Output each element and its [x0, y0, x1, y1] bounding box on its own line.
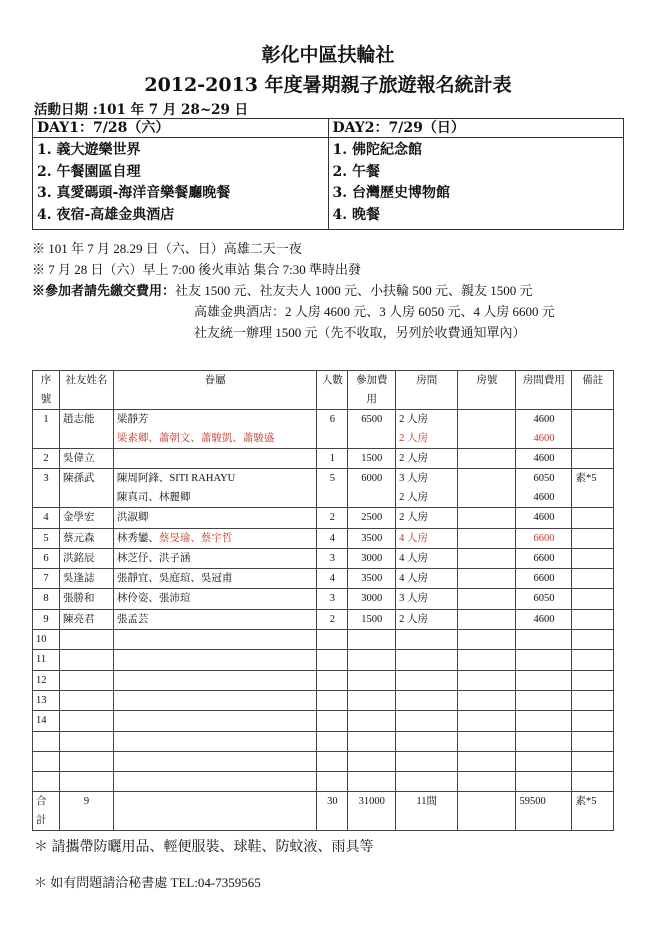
- total-room-fee: 59500: [516, 792, 572, 831]
- col-remark: 備註: [572, 371, 614, 410]
- table-header-row: [33, 371, 614, 410]
- note-fees: [32, 280, 555, 301]
- table-row: 7 吳逢誌 張靜宜、吳庭瑄、吳冠甫 4 3500 4 人房 6600: [33, 569, 614, 589]
- table-row: 5 蔡元森 林秀鑾、蔡旻瑜、蔡宇哲 4 3500 4 人房 6600: [33, 528, 614, 548]
- table-total-row: [33, 792, 614, 831]
- table-row-empty: 11: [33, 650, 614, 670]
- row-room: 2 人房 2 人房: [396, 410, 458, 449]
- table-row-empty: [33, 772, 614, 792]
- day2-item: 4. 晚餐: [332, 206, 380, 223]
- table-row-empty: 14: [33, 711, 614, 731]
- day1-items: [33, 138, 329, 230]
- note-meeting: ※ 7 月 28 日（六）早上 7:00 後火車站 集合 7:30 準時出發: [32, 262, 361, 277]
- day2-item: 3. 台灣歷史博物館: [332, 185, 450, 201]
- row-fee: 6500: [348, 410, 396, 449]
- form-title: 2012-2013 年度暑期親子旅遊報名統計表: [144, 74, 512, 96]
- table-row-empty: 12: [33, 670, 614, 690]
- row-remark: [572, 410, 614, 449]
- col-fee: 參加費用: [348, 371, 396, 410]
- total-fee: 31000: [348, 792, 396, 831]
- day1-item: 2. 午餐園區自理: [37, 163, 141, 180]
- row-family: 梁靜芳 梁素卿、蕭朝文、蕭駿凱、蕭駿盛: [113, 410, 316, 449]
- note-hotel: 高雄金典酒店：2 人房 4600 元、3 人房 6050 元、4 人房 6600 元: [194, 304, 555, 319]
- col-room: 房間: [396, 371, 458, 410]
- row-room-no: [458, 410, 516, 449]
- row-no: 1: [33, 410, 60, 449]
- table-row: 9 陳亮君 張孟芸 2 1500 2 人房 4600: [33, 609, 614, 629]
- col-name: 社友姓名: [59, 371, 113, 410]
- table-row: [33, 410, 614, 449]
- row-room-fee: 4600 4600: [516, 410, 572, 449]
- total-remark: 素*5: [572, 792, 614, 831]
- note-fees-prefix: ※參加者請先繳交費用：: [32, 283, 176, 298]
- table-row-empty: 10: [33, 630, 614, 650]
- row-count: 6: [317, 410, 348, 449]
- notes: [32, 238, 555, 343]
- day1-item: 4. 夜宿-高雄金典酒店: [37, 206, 175, 223]
- org-title: 彰化中區扶輪社: [261, 44, 395, 66]
- footer-note-contact: ＊ 如有問題請洽秘書處 TEL:04-7359565: [34, 875, 261, 890]
- note-member: 社友統一辦理 1500 元（先不收取，另列於收費通知單內）: [194, 325, 526, 340]
- total-label: 合計: [33, 792, 60, 831]
- table-row: 4 金學宏 洪淑卿 2 2500 2 人房 4600: [33, 508, 614, 528]
- day2-items: [328, 138, 624, 230]
- table-row: 8 張勝和 林伶姿、張沛瑄 3 3000 3 人房 6050: [33, 589, 614, 609]
- activity-date: 活動日期 :101 年 7 月 28~29 日: [34, 102, 249, 118]
- note-date: ※ 101 年 7 月 28.29 日（六、日）高雄二天一夜: [32, 241, 302, 256]
- day2-header: DAY2：7/29（日）: [328, 119, 624, 138]
- col-count: 人數: [317, 371, 348, 410]
- day2-item: 1. 佛陀紀念館: [332, 142, 422, 158]
- day1-item: 3. 真愛碼頭-海洋音樂餐廳晚餐: [37, 185, 231, 201]
- table-row: 6 洪銘辰 林芝伃、洪子涵 3 3000 4 人房 6600: [33, 548, 614, 568]
- total-rooms: 11間: [396, 792, 458, 831]
- col-family: 眷屬: [113, 371, 316, 410]
- day1-header: DAY1：7/28（六）: [33, 119, 329, 138]
- day2-item: 2. 午餐: [332, 163, 380, 180]
- total-members: 9: [59, 792, 113, 831]
- registration-table: [32, 370, 614, 831]
- table-row: 3 陳孫武 陳周阿鋒、SITI RAHAYU 陳真司、林麗卿 5 6000 3 人房 2 人房 6050 4600 素*5: [33, 469, 614, 508]
- col-no: 序號: [33, 371, 60, 410]
- total-count: 30: [317, 792, 348, 831]
- table-row-empty: [33, 751, 614, 771]
- table-row-empty: 13: [33, 690, 614, 710]
- row-name: 趙志能: [59, 410, 113, 449]
- day1-item: 1. 義大遊樂世界: [37, 142, 141, 158]
- col-room-no: 房號: [458, 371, 516, 410]
- table-row: 2 吳偉立 1 1500 2 人房 4600: [33, 449, 614, 469]
- table-row-empty: [33, 731, 614, 751]
- note-fees-text: 社友 1500 元、社友夫人 1000 元、小扶輪 500 元、親友 1500 元: [175, 283, 533, 298]
- schedule-table: [32, 118, 624, 230]
- col-room-fee: 房間費用: [516, 371, 572, 410]
- footer-note-items: ＊ 請攜帶防曬用品、輕便服裝、球鞋、防蚊液、雨具等: [34, 840, 374, 855]
